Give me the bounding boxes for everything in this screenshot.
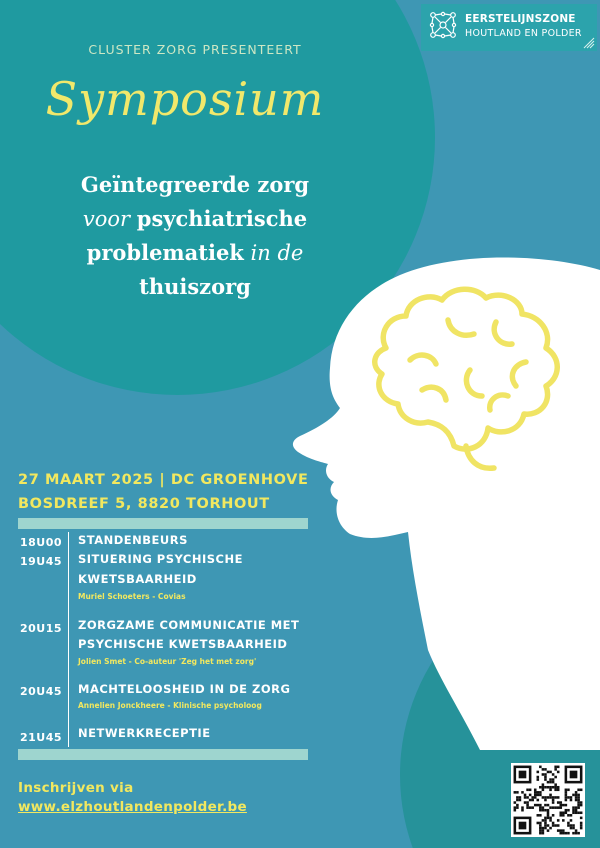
presenter-line: CLUSTER ZORG PRESENTEERT	[88, 42, 302, 57]
head-silhouette	[293, 258, 600, 751]
registration-link[interactable]: www.elzhoutlandenpolder.be	[18, 799, 247, 815]
logo-subtitle: HOUTLAND EN POLDER	[465, 28, 582, 39]
title-word-problematiek: problematiek	[86, 240, 244, 265]
title-word-voor: voor	[82, 207, 131, 231]
registration-label: Inschrijven via	[18, 780, 134, 796]
program-top-bar	[18, 518, 308, 529]
title-word-psychiatrische: psychiatrische	[136, 206, 308, 231]
program-divider	[68, 532, 69, 747]
program-time: 20U45	[20, 685, 63, 698]
program-item-title: STANDENBEURS	[78, 533, 188, 547]
symposium-heading: Symposium	[45, 72, 325, 126]
logo-title: EERSTELIJNSZONE	[465, 13, 576, 25]
event-date-line: 27 MAART 2025 | DC GROENHOVE	[18, 472, 309, 488]
program-bottom-bar	[18, 749, 308, 760]
head-brain-illustration	[290, 250, 600, 750]
program-item-title: KWETSBAARHEID	[78, 572, 197, 586]
program-item-title: PSYCHISCHE KWETSBAARHEID	[78, 637, 288, 651]
program-time: 21U45	[20, 731, 63, 744]
event-address-line: BOSDREEF 5, 8820 TORHOUT	[18, 496, 270, 512]
title-line-1: Geïntegreerde zorg	[80, 172, 310, 197]
program-speaker: Muriel Schoeters - Covias	[78, 592, 186, 601]
program-item-title: SITUERING PSYCHISCHE	[78, 552, 243, 566]
program-item-title: MACHTELOOSHEID IN DE ZORG	[78, 682, 291, 696]
program-time: 19U45	[20, 555, 63, 568]
title-word-in-de: in de	[250, 241, 304, 265]
organization-logo	[421, 4, 597, 51]
corner-badge-icon	[583, 37, 595, 49]
program-speaker: Jolien Smet - Co-auteur 'Zeg het met zorg'	[78, 657, 257, 666]
program-time: 18U00	[20, 536, 63, 549]
title-word-thuiszorg: thuiszorg	[139, 274, 251, 299]
network-nodes-icon	[429, 11, 457, 39]
event-location-info	[18, 468, 308, 516]
program-speaker: Annelien Jonckheere - Klinische psycholoog	[78, 701, 262, 710]
program-item-title: ZORGZAME COMMUNICATIE MET	[78, 618, 300, 632]
qr-code[interactable]	[511, 763, 585, 837]
program-time: 20U15	[20, 622, 63, 635]
program-item-title: NETWERKRECEPTIE	[78, 726, 211, 740]
